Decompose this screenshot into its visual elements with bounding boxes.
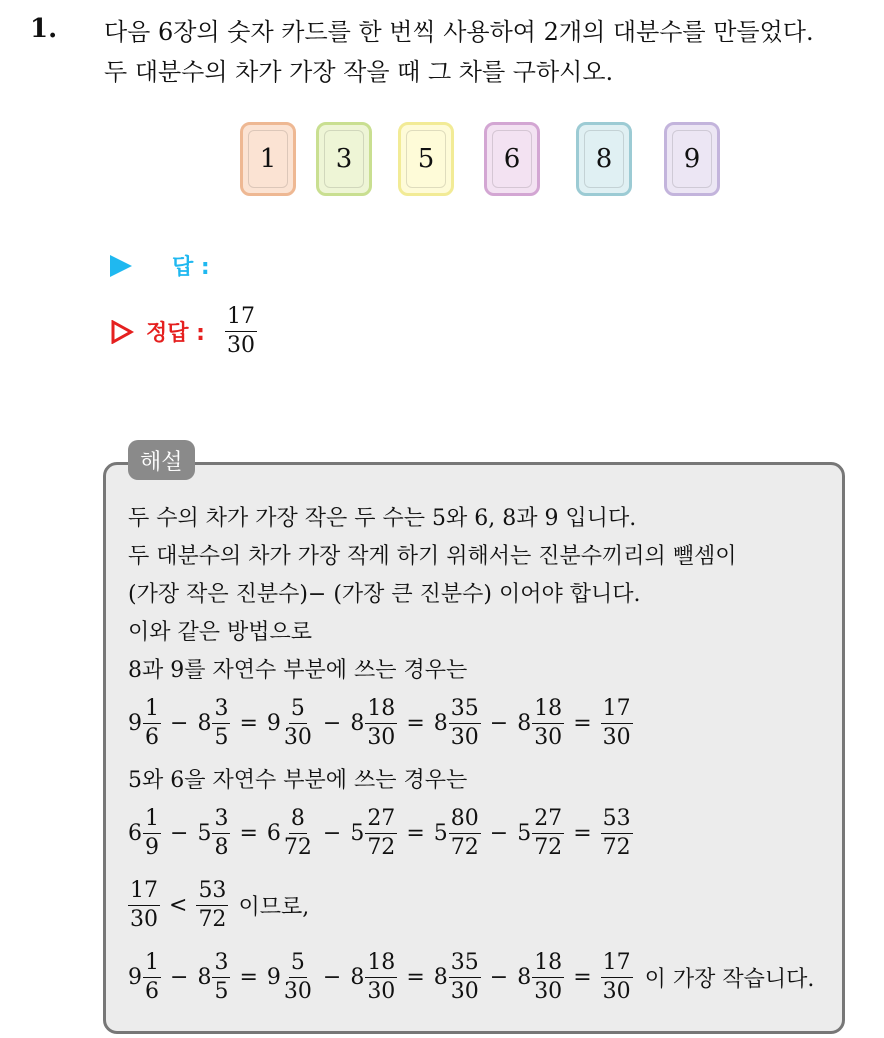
numerator: 18 [365, 952, 397, 978]
less-than-sign: < [169, 892, 188, 918]
mixed-number [128, 805, 161, 860]
denominator: 30 [283, 724, 312, 750]
card-value: 1 [259, 144, 277, 174]
mixed-number [433, 695, 481, 750]
numerator: 8 [289, 808, 307, 834]
denominator: 5 [214, 978, 229, 1004]
fraction [212, 695, 230, 750]
card-value: 8 [595, 144, 613, 174]
fraction [532, 949, 564, 1004]
answer-label: 답 : [172, 255, 210, 280]
numerator: 3 [212, 698, 230, 724]
numerator: 18 [365, 698, 397, 724]
fraction [365, 805, 397, 860]
outline-triangle-icon [110, 320, 134, 344]
numerator: 5 [289, 952, 307, 978]
number-card [240, 122, 296, 196]
number-card [484, 122, 540, 196]
denominator: 5 [214, 724, 229, 750]
fraction [365, 949, 397, 1004]
equals-sign: = [573, 964, 592, 990]
denominator: 30 [367, 978, 396, 1004]
minus-sign: − [170, 710, 189, 736]
whole-part: 8 [350, 710, 365, 736]
fraction [143, 695, 161, 750]
fraction [449, 805, 481, 860]
explanation-line: 이와 같은 방법으로 [128, 619, 313, 645]
denominator: 30 [534, 978, 563, 1004]
equals-sign: = [406, 820, 425, 846]
fraction [143, 949, 161, 1004]
mixed-number [128, 949, 161, 1004]
whole-part: 8 [197, 710, 212, 736]
denominator: 30 [367, 724, 396, 750]
mixed-number [517, 695, 564, 750]
denominator: 30 [226, 333, 255, 358]
numerator: 53 [196, 880, 228, 906]
minus-sign: − [170, 820, 189, 846]
minus-sign: − [489, 820, 509, 846]
mixed-number [197, 949, 230, 1004]
numerator: 80 [449, 808, 481, 834]
denominator: 30 [602, 724, 631, 750]
mixed-number [266, 805, 314, 860]
fraction [532, 695, 564, 750]
equation-line [128, 941, 814, 1013]
denominator: 72 [602, 834, 631, 860]
fraction [196, 877, 228, 932]
numerator: 17 [128, 880, 160, 906]
whole-part: 8 [433, 964, 448, 990]
explanation-line: 두 대분수의 차가 가장 작게 하기 위해서는 진분수끼리의 뺄셈이 [128, 543, 737, 569]
equation-line [128, 687, 814, 759]
whole-part: 5 [350, 820, 365, 846]
question-number: 1. [30, 14, 58, 44]
denominator: 72 [367, 834, 396, 860]
equals-sign: = [239, 820, 258, 846]
numerator: 17 [601, 952, 633, 978]
mixed-number [197, 805, 230, 860]
numerator: 17 [601, 698, 633, 724]
equals-sign: = [239, 964, 258, 990]
explanation-line: 8과 9를 자연수 부분에 쓰는 경우는 [128, 657, 468, 683]
explanation-line: 두 수의 차가 가장 작은 두 수는 5와 6, 8과 9 입니다. [128, 505, 637, 531]
mixed-number [350, 695, 397, 750]
card-value: 6 [503, 144, 521, 174]
numerator: 3 [212, 808, 230, 834]
fraction [282, 695, 314, 750]
whole-part: 9 [128, 710, 142, 736]
denominator: 6 [145, 724, 159, 750]
mixed-number [433, 949, 481, 1004]
denominator: 72 [534, 834, 563, 860]
denominator: 9 [145, 834, 159, 860]
numerator: 18 [532, 952, 564, 978]
fraction [282, 949, 314, 1004]
comparison-text: 이므로, [238, 894, 310, 920]
question-line-2: 두 대분수의 차가 가장 작을 때 그 차를 구하시오. [104, 58, 614, 86]
numerator: 5 [289, 698, 307, 724]
number-card [316, 122, 372, 196]
denominator: 30 [450, 978, 479, 1004]
whole-part: 5 [433, 820, 448, 846]
fraction [143, 805, 161, 860]
whole-part: 9 [128, 964, 142, 990]
mixed-number [433, 805, 481, 860]
numerator: 3 [212, 952, 230, 978]
question-text [104, 12, 814, 92]
comparison-line [128, 869, 814, 941]
number-card [398, 122, 454, 196]
whole-part: 6 [128, 820, 142, 846]
denominator: 6 [145, 978, 159, 1004]
fraction [601, 695, 633, 750]
mixed-number [266, 949, 314, 1004]
whole-part: 5 [517, 820, 532, 846]
equals-sign: = [573, 710, 592, 736]
minus-sign: − [322, 710, 342, 736]
mixed-number [350, 949, 397, 1004]
numerator: 17 [225, 306, 257, 332]
mixed-number [517, 949, 564, 1004]
numerator: 53 [601, 808, 633, 834]
denominator: 72 [450, 834, 479, 860]
minus-sign: − [489, 710, 509, 736]
whole-part: 9 [266, 964, 281, 990]
card-value: 5 [417, 144, 435, 174]
whole-part: 6 [266, 820, 281, 846]
correct-answer-fraction [225, 306, 257, 357]
denominator: 72 [283, 834, 312, 860]
explanation-line: (가장 작은 진분수)− (가장 큰 진분수) 이어야 합니다. [128, 581, 641, 607]
whole-part: 8 [433, 710, 448, 736]
equals-sign: = [406, 964, 425, 990]
numerator: 35 [449, 698, 481, 724]
whole-part: 8 [197, 964, 212, 990]
mixed-number [266, 695, 314, 750]
equals-sign: = [406, 710, 425, 736]
whole-part: 5 [197, 820, 212, 846]
denominator: 30 [130, 906, 158, 932]
whole-part: 8 [350, 964, 365, 990]
answer-row [110, 250, 210, 281]
question-line-1: 다음 6장의 숫자 카드를 한 번씩 사용하여 2개의 대분수를 만들었다. [104, 18, 814, 46]
explanation-tag: 해설 [128, 440, 195, 480]
fraction [601, 805, 633, 860]
numerator: 1 [143, 808, 161, 834]
mixed-number [517, 805, 564, 860]
denominator: 30 [534, 724, 563, 750]
mixed-number [197, 695, 230, 750]
numerator: 1 [143, 952, 161, 978]
denominator: 30 [283, 978, 312, 1004]
denominator: 72 [198, 906, 227, 932]
equals-sign: = [573, 820, 592, 846]
number-card [576, 122, 632, 196]
fraction [449, 949, 481, 1004]
numerator: 1 [143, 698, 161, 724]
explanation-content [128, 497, 814, 1013]
fraction [601, 949, 633, 1004]
minus-sign: − [170, 964, 189, 990]
fraction [282, 805, 314, 860]
minus-sign: − [489, 964, 509, 990]
filled-triangle-icon [110, 255, 132, 277]
mixed-number [350, 805, 397, 860]
equation-tail-text: 이 가장 작습니다. [644, 966, 815, 992]
numerator: 27 [532, 808, 564, 834]
mixed-number [128, 695, 161, 750]
fraction [212, 949, 230, 1004]
number-card [664, 122, 720, 196]
minus-sign: − [322, 820, 342, 846]
numerator: 18 [532, 698, 564, 724]
correct-answer-row [110, 306, 257, 357]
denominator: 8 [214, 834, 229, 860]
correct-answer-label: 정답 : [146, 321, 205, 346]
fraction [212, 805, 230, 860]
equals-sign: = [239, 710, 258, 736]
denominator: 30 [450, 724, 479, 750]
card-value: 9 [683, 144, 701, 174]
minus-sign: − [322, 964, 342, 990]
fraction [449, 695, 481, 750]
fraction [365, 695, 397, 750]
fraction [532, 805, 564, 860]
whole-part: 8 [517, 964, 532, 990]
numerator: 35 [449, 952, 481, 978]
fraction [128, 877, 160, 932]
numerator: 27 [365, 808, 397, 834]
equation-line [128, 797, 814, 869]
card-value: 3 [335, 144, 353, 174]
explanation-line: 5와 6을 자연수 부분에 쓰는 경우는 [128, 767, 468, 793]
denominator: 30 [602, 978, 631, 1004]
whole-part: 9 [266, 710, 281, 736]
whole-part: 8 [517, 710, 532, 736]
